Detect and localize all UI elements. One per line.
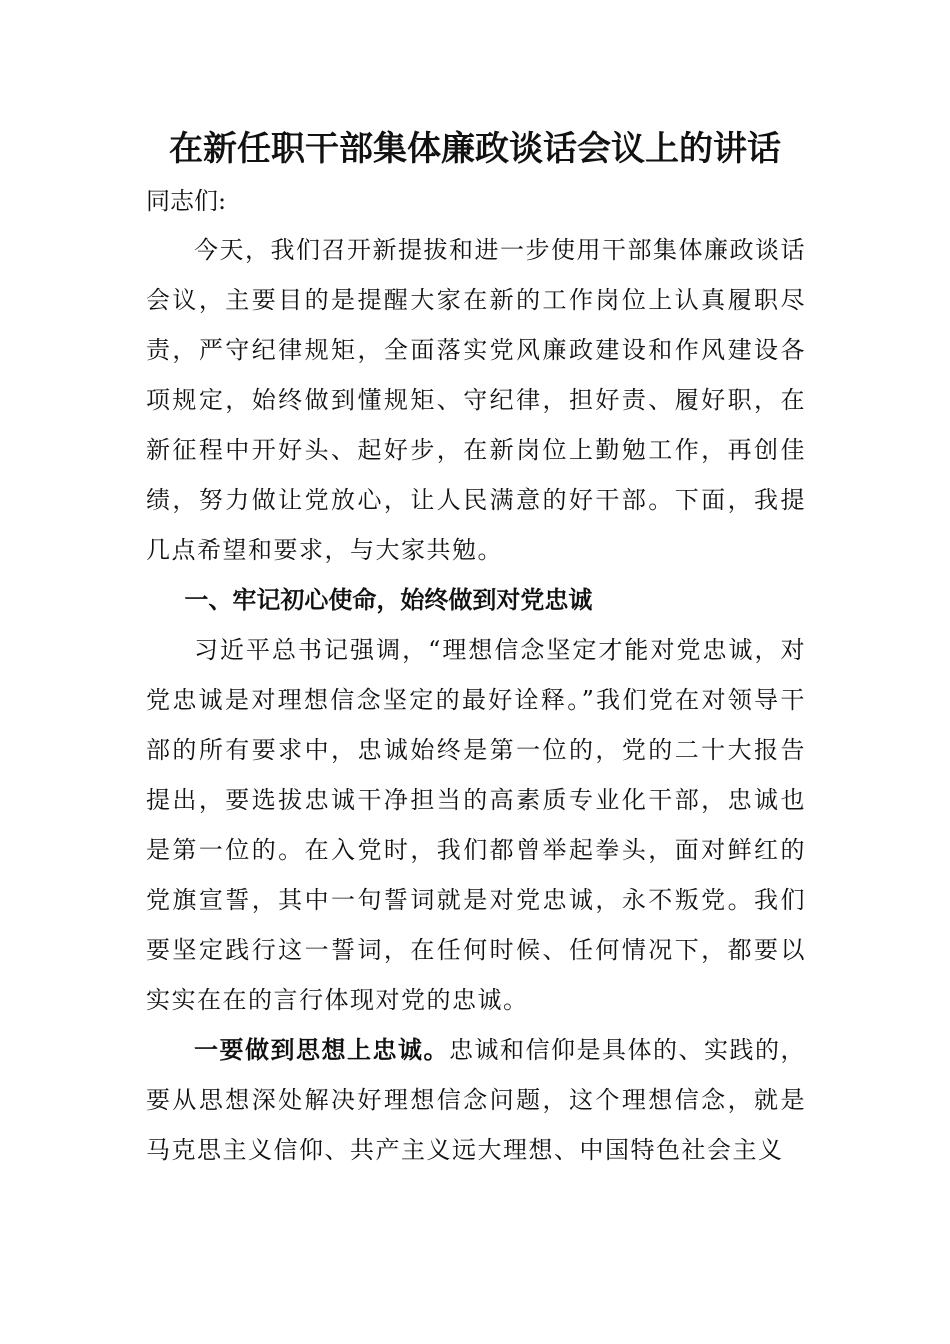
intro-paragraph: 今天，我们召开新提拔和进一步使用干部集体廉政谈话会议，主要目的是提醒大家在新的工作岗位上认真履职尽责，严守纪律规矩，全面落实党风廉政建设和作风建设各项规定，始终做到懂规矩、守纪律，担好责、履好职，在新征程中开好头、起好步，在新岗位上勤勉工作，再创佳绩，努力做让党放心，让人民满意的好干部。下面，我提几点希望和要求，与大家共勉。 xyxy=(146,236,806,564)
section-heading-1: 一、牢记初心使命，始终做到对党忠诚 xyxy=(184,585,593,614)
salutation: 同志们: xyxy=(146,187,227,215)
point-paragraph-1 xyxy=(146,1025,806,1175)
point-text-1: 忠诚和信仰是具体的、实践的，要从思想深处解决好理想信念问题，这个理想信念，就是马克思主义信仰、共产主义远大理想、中国特色社会主义 xyxy=(146,1036,806,1164)
point-lead-1: 一要做到思想上忠诚。 xyxy=(194,1035,449,1064)
document-body xyxy=(146,225,806,1175)
document-title: 在新任职干部集体廉政谈话会议上的讲话 xyxy=(169,129,781,169)
section-paragraph-1: 习近平总书记强调，“理想信念坚定才能对党忠诚，对党忠诚是对理想信念坚定的最好诠释。”我们党在对领导干部的所有要求中，忠诚始终是第一位的，党的二十大报告提出，要选拔忠诚干净担当的高素质专业化干部，忠诚也是第一位的。在入党时，我们都曾举起拳头，面对鲜红的党旗宣誓，其中一句誓词就是对党忠诚，永不叛党。我们要坚定践行这一誓词，在任何时候、任何情况下，都要以实实在在的言行体现对党的忠诚。 xyxy=(146,636,806,1014)
